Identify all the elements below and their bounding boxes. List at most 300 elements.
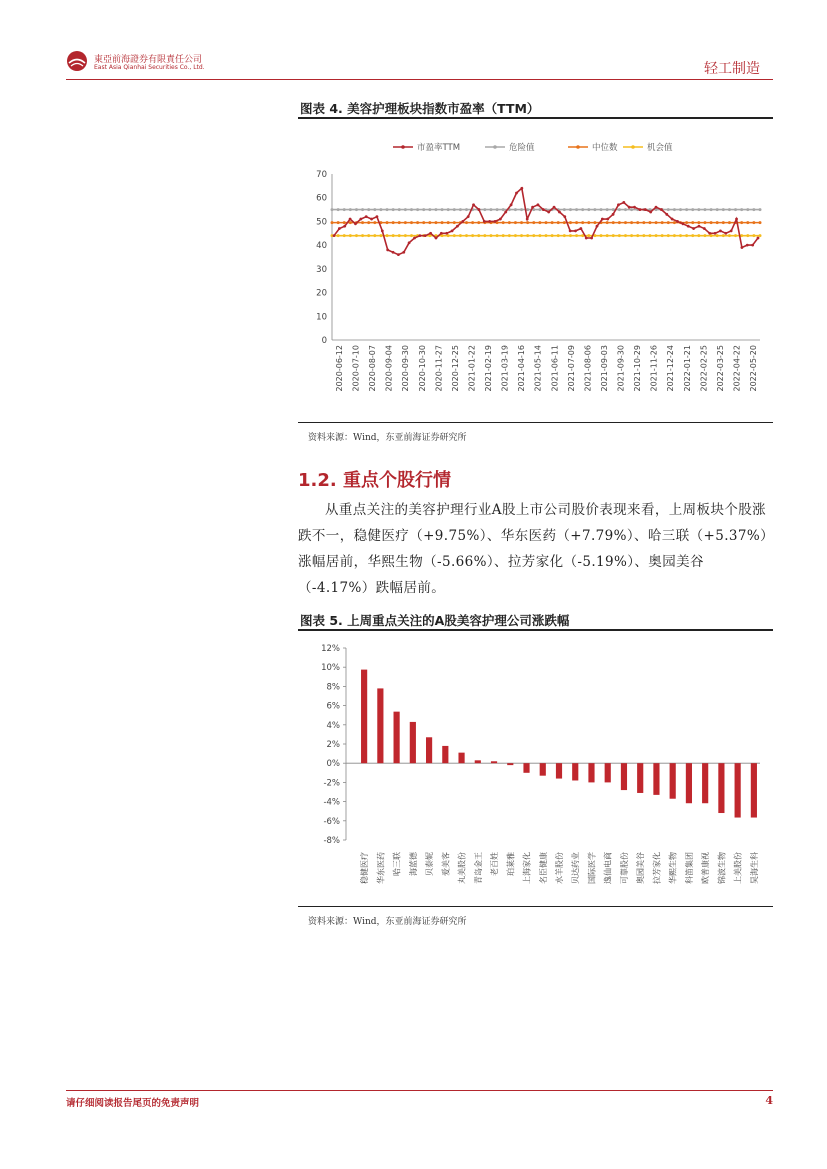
x-tick-label: 2021-01-22 (467, 345, 477, 392)
x-tick-label: 2021-02-19 (484, 345, 494, 392)
bar (670, 763, 676, 799)
figure4-title: 图表 4. 美容护理板块指数市盈率（TTM） (300, 101, 540, 116)
pe-series-point (612, 213, 615, 216)
reference-line-marker (453, 234, 456, 237)
x-tick-label: 2022-01-21 (682, 345, 692, 392)
pe-series-point (558, 211, 561, 214)
reference-line-marker (355, 234, 358, 237)
company-name-en: East Asia Qianhai Securities Co., Ltd. (94, 64, 205, 71)
reference-line-marker (331, 221, 334, 224)
y-tick-label: -6% (323, 816, 340, 827)
reference-line-marker (508, 234, 511, 237)
bar (653, 763, 659, 795)
pe-series-point (676, 220, 679, 223)
reference-line-marker (471, 221, 474, 224)
legend-item (623, 142, 673, 153)
reference-line-marker (532, 221, 535, 224)
reference-line-marker (661, 234, 664, 237)
reference-line-marker (361, 208, 364, 211)
reference-line-marker (441, 208, 444, 211)
pe-series-point (633, 206, 636, 209)
reference-line-marker (636, 234, 639, 237)
reference-line-marker (465, 221, 468, 224)
pe-series-point (445, 232, 448, 235)
reference-line-marker (477, 221, 480, 224)
reference-line-marker (545, 234, 548, 237)
pe-series-point (456, 225, 459, 228)
reference-line-marker (508, 221, 511, 224)
reference-line-marker (410, 234, 413, 237)
y-tick-label: 60 (316, 193, 327, 204)
reference-line-marker (587, 234, 590, 237)
bar (605, 763, 611, 782)
reference-line-marker (520, 221, 523, 224)
reference-line-marker (373, 208, 376, 211)
reference-line-marker (404, 208, 407, 211)
reference-line-marker (545, 221, 548, 224)
reference-line-marker (600, 208, 603, 211)
reference-line-marker (538, 221, 541, 224)
x-tick-label: 2021-07-09 (566, 345, 576, 392)
reference-line-marker (392, 221, 395, 224)
category-label: 珀莱雅 (506, 852, 516, 876)
reference-line-marker (587, 221, 590, 224)
reference-line-marker (673, 234, 676, 237)
reference-line-marker (489, 234, 492, 237)
y-tick-label: 4% (326, 720, 340, 731)
pe-series-point (435, 237, 438, 240)
x-tick-label: 2021-06-11 (550, 345, 560, 392)
reference-line-marker (716, 208, 719, 211)
reference-line-marker (740, 208, 743, 211)
reference-line-marker (655, 234, 658, 237)
category-label: 昊海生科 (749, 852, 759, 884)
header-divider (66, 79, 773, 80)
pe-series-point (467, 215, 470, 218)
pe-series-point (590, 237, 593, 240)
bar (588, 763, 594, 782)
bar (540, 763, 546, 775)
reference-line-marker (722, 208, 725, 211)
pe-series-point (386, 248, 389, 251)
pe-series-point (719, 230, 722, 233)
y-tick-label: 0% (326, 759, 340, 770)
pe-series-point (472, 203, 475, 206)
pe-series-point (418, 234, 421, 237)
reference-line-marker (728, 208, 731, 211)
bar (637, 763, 643, 793)
reference-line-marker (648, 234, 651, 237)
pe-series-point (698, 225, 701, 228)
reference-line-marker (667, 221, 670, 224)
reference-line-marker (569, 221, 572, 224)
reference-line-marker (606, 234, 609, 237)
reference-line-marker (685, 221, 688, 224)
pe-series-point (483, 220, 486, 223)
reference-line-marker (618, 234, 621, 237)
reference-line-marker (428, 208, 431, 211)
pe-series-point (488, 220, 491, 223)
bar (702, 763, 708, 803)
reference-line-marker (392, 234, 395, 237)
reference-line-marker (526, 208, 529, 211)
reference-line-marker (581, 221, 584, 224)
reference-line-marker (759, 234, 762, 237)
reference-line-marker (667, 234, 670, 237)
reference-line-marker (691, 208, 694, 211)
reference-line-marker (379, 208, 382, 211)
reference-line-marker (569, 234, 572, 237)
y-tick-label: 12% (321, 644, 340, 654)
x-tick-label: 2020-12-25 (450, 345, 460, 392)
reference-line-marker (759, 221, 762, 224)
reference-line-marker (496, 234, 499, 237)
footer-disclaimer: 请仔细阅读报告尾页的免责声明 (66, 1098, 200, 1109)
reference-line-marker (398, 208, 401, 211)
y-tick-label: 8% (326, 682, 340, 693)
pe-series-point (655, 206, 658, 209)
pe-series-point (338, 227, 341, 230)
pe-series-point (402, 251, 405, 254)
company-logo-icon (66, 50, 88, 72)
reference-line-marker (746, 208, 749, 211)
reference-line-marker (477, 234, 480, 237)
x-tick-label: 2022-05-20 (749, 345, 758, 392)
pe-series-point (757, 237, 760, 240)
pe-series-point (569, 230, 572, 233)
reference-line-marker (551, 234, 554, 237)
reference-line-marker (367, 221, 370, 224)
y-tick-label: 10 (316, 312, 327, 323)
reference-line-marker (386, 221, 389, 224)
reference-line-marker (703, 234, 706, 237)
pe-series-point (735, 218, 738, 221)
figure5-source: 资料来源：Wind，东亚前海证券研究所 (308, 917, 467, 927)
pe-series-point (392, 251, 395, 254)
pe-series-point (617, 203, 620, 206)
reference-line-marker (349, 234, 352, 237)
pe-series-point (563, 215, 566, 218)
pe-series-point (596, 225, 599, 228)
bar (491, 761, 497, 763)
reference-line-marker (740, 221, 743, 224)
reference-line-marker (630, 234, 633, 237)
pe-series-point (349, 218, 352, 221)
reference-line-marker (465, 208, 468, 211)
category-label: 水羊股份 (555, 852, 564, 884)
reference-line-marker (746, 234, 749, 237)
figure5-title: 图表 5. 上周重点关注的A股美容护理公司涨跌幅 (300, 613, 570, 628)
reference-line-marker (575, 234, 578, 237)
y-tick-label: 20 (316, 288, 327, 299)
figure4-source: 资料来源：Wind，东亚前海证券研究所 (308, 433, 467, 443)
reference-line-marker (759, 208, 762, 211)
category-label: 贝达药业 (571, 852, 581, 884)
pe-series-point (333, 234, 336, 237)
bar (442, 746, 448, 763)
reference-line-marker (514, 208, 517, 211)
reference-line-marker (373, 234, 376, 237)
bar (458, 753, 464, 764)
reference-line-marker (722, 234, 725, 237)
reference-line-marker (398, 221, 401, 224)
reference-line-marker (593, 208, 596, 211)
pe-series-point (703, 227, 706, 230)
reference-line-marker (642, 234, 645, 237)
pe-series-point (515, 192, 518, 195)
reference-line-marker (489, 208, 492, 211)
pe-series-point (343, 225, 346, 228)
reference-line-marker (447, 208, 450, 211)
category-label: 科笛集团 (684, 852, 694, 884)
reference-line-marker (502, 234, 505, 237)
reference-line-marker (697, 221, 700, 224)
y-tick-label: 50 (316, 217, 327, 228)
reference-line-marker (569, 208, 572, 211)
reference-line-marker (349, 208, 352, 211)
bar (410, 722, 416, 763)
pe-series-point (665, 213, 668, 216)
category-label: 稳健医疗 (360, 852, 370, 884)
reference-line-marker (343, 221, 346, 224)
category-label: 贝泰妮 (425, 852, 435, 876)
pe-series-point (461, 220, 464, 223)
figure5-bottom-rule (298, 906, 773, 907)
x-tick-label: 2020-08-07 (368, 345, 378, 392)
pe-series-point (746, 244, 749, 247)
company-name-cn: 東亞前海證券有限責任公司 (94, 55, 203, 65)
reference-line-marker (441, 221, 444, 224)
bar (621, 763, 627, 790)
reference-line-marker (514, 221, 517, 224)
pe-series-point (499, 218, 502, 221)
reference-line-marker (502, 208, 505, 211)
legend-label: 中位数 (592, 143, 618, 153)
x-tick-label: 2020-10-30 (417, 345, 427, 392)
pe-series-point (429, 232, 432, 235)
pe-series-point (574, 230, 577, 233)
footer-divider (66, 1090, 773, 1091)
legend-label: 市盈率TTM (417, 143, 461, 153)
reference-line-marker (428, 221, 431, 224)
x-tick-label: 2021-08-06 (583, 345, 593, 392)
reference-line-marker (618, 221, 621, 224)
reference-line-marker (746, 221, 749, 224)
x-tick-label: 2022-03-25 (715, 345, 725, 392)
reference-line-marker (471, 234, 474, 237)
bar (556, 763, 562, 778)
legend-marker (401, 145, 405, 149)
reference-line-marker (434, 221, 437, 224)
reference-line-marker (630, 208, 633, 211)
x-tick-label: 2021-05-14 (533, 345, 543, 392)
page-number: 4 (765, 1094, 773, 1107)
reference-line-marker (703, 208, 706, 211)
x-tick-label: 2021-11-26 (649, 345, 659, 392)
reference-line-marker (667, 208, 670, 211)
pe-series-point (376, 215, 379, 218)
pe-series-point (681, 222, 684, 225)
reference-line-marker (734, 208, 737, 211)
y-tick-label: 6% (326, 701, 340, 712)
legend-item (485, 142, 535, 153)
bar (572, 763, 578, 780)
y-tick-label: 30 (316, 264, 327, 275)
x-tick-label: 2022-02-25 (699, 345, 709, 392)
pe-series-point (547, 211, 550, 214)
pe-series-point (354, 222, 357, 225)
reference-line-marker (483, 234, 486, 237)
legend-item (393, 142, 460, 153)
reference-line-marker (453, 221, 456, 224)
bar (361, 670, 367, 764)
section-heading: 1.2. 重点个股行情 (298, 470, 451, 491)
pe-series-point (542, 208, 545, 211)
reference-line-marker (410, 208, 413, 211)
reference-line-marker (673, 221, 676, 224)
reference-line-marker (367, 234, 370, 237)
reference-line-marker (563, 208, 566, 211)
bar (523, 763, 529, 773)
figure4-bottom-rule (298, 422, 773, 423)
bar (507, 763, 513, 765)
reference-line-marker (716, 234, 719, 237)
reference-line-marker (502, 221, 505, 224)
reference-line-marker (526, 234, 529, 237)
y-tick-label: 70 (316, 170, 327, 180)
category-label: 华熙生物 (668, 852, 678, 884)
pe-series-point (579, 227, 582, 230)
x-tick-label: 2021-09-30 (616, 345, 626, 392)
category-label: 拉芳家化 (652, 852, 662, 884)
x-tick-label: 2020-09-04 (384, 345, 394, 392)
pe-series-point (751, 244, 754, 247)
x-tick-label: 2021-09-03 (599, 345, 609, 392)
reference-line-marker (538, 234, 541, 237)
reference-line-marker (648, 221, 651, 224)
category-label: 海蓝德 (408, 852, 418, 876)
x-tick-label: 2021-12-24 (666, 345, 676, 392)
reference-line-marker (697, 234, 700, 237)
category-label: 青岛金王 (473, 852, 483, 884)
reference-line-marker (575, 221, 578, 224)
bar (394, 712, 400, 764)
x-tick-label: 2020-06-12 (335, 345, 344, 392)
figure5-top-rule (298, 629, 773, 631)
pe-series-point (504, 211, 507, 214)
category-label: 名臣健康 (538, 852, 548, 884)
reference-line-marker (593, 221, 596, 224)
reference-line-marker (343, 208, 346, 211)
reference-line-marker (557, 234, 560, 237)
pe-series-point (494, 220, 497, 223)
reference-line-marker (367, 208, 370, 211)
reference-line-marker (587, 208, 590, 211)
reference-line-marker (679, 234, 682, 237)
pe-series-point (365, 215, 368, 218)
pe-series-point (381, 230, 384, 233)
pe-series-point (671, 218, 674, 221)
category-label: 老百姓 (490, 852, 500, 876)
reference-line-marker (655, 221, 658, 224)
reference-line-marker (447, 221, 450, 224)
reference-line-marker (379, 234, 382, 237)
reference-line-marker (600, 234, 603, 237)
pe-series-point (740, 246, 743, 249)
bar (686, 763, 692, 803)
bar (735, 763, 741, 817)
reference-line-marker (728, 234, 731, 237)
reference-line-marker (526, 221, 529, 224)
reference-line-marker (624, 221, 627, 224)
y-tick-label: 0 (321, 336, 327, 346)
x-tick-label: 2021-04-16 (517, 345, 527, 392)
category-label: 爱美客 (441, 852, 451, 876)
reference-line-marker (373, 221, 376, 224)
x-tick-label: 2020-07-10 (351, 345, 361, 392)
pe-ratio-line-chart (298, 120, 773, 420)
reference-line-marker (691, 221, 694, 224)
bar (751, 763, 757, 817)
bar (377, 688, 383, 763)
reference-line-marker (520, 234, 523, 237)
bar (718, 763, 724, 813)
pe-series-point (687, 225, 690, 228)
reference-line-marker (459, 234, 462, 237)
reference-line-marker (630, 221, 633, 224)
y-tick-label: -4% (323, 797, 340, 808)
reference-line-marker (386, 234, 389, 237)
legend-item (568, 142, 618, 153)
reference-line-marker (752, 221, 755, 224)
pe-series-point (553, 206, 556, 209)
reference-line-marker (361, 234, 364, 237)
pe-series-point (724, 232, 727, 235)
reference-line-marker (679, 208, 682, 211)
x-tick-label: 2020-11-27 (434, 345, 444, 392)
reference-line-marker (752, 234, 755, 237)
pe-series-point (408, 241, 411, 244)
reference-line-marker (728, 221, 731, 224)
legend-marker (493, 145, 497, 149)
reference-line-marker (581, 208, 584, 211)
reference-line-marker (453, 208, 456, 211)
reference-line-marker (685, 234, 688, 237)
reference-line-marker (624, 234, 627, 237)
reference-line-marker (703, 221, 706, 224)
pe-series-point (424, 234, 427, 237)
y-tick-label: 40 (316, 241, 327, 252)
pe-series-point (644, 208, 647, 211)
reference-line-marker (612, 234, 615, 237)
legend-marker (576, 145, 580, 149)
reference-line-marker (459, 208, 462, 211)
reference-line-marker (392, 208, 395, 211)
reference-line-marker (691, 234, 694, 237)
reference-line-marker (734, 234, 737, 237)
legend-label: 危险值 (509, 143, 535, 153)
pe-series-point (601, 218, 604, 221)
reference-line-marker (618, 208, 621, 211)
category-label: 上海家化 (522, 852, 532, 884)
stock-change-bar-chart (298, 632, 773, 904)
pe-series-point (478, 208, 481, 211)
pe-series-point (510, 203, 513, 206)
reference-line-marker (337, 234, 340, 237)
pe-series-point (451, 230, 454, 233)
reference-line-marker (514, 234, 517, 237)
reference-line-marker (563, 221, 566, 224)
